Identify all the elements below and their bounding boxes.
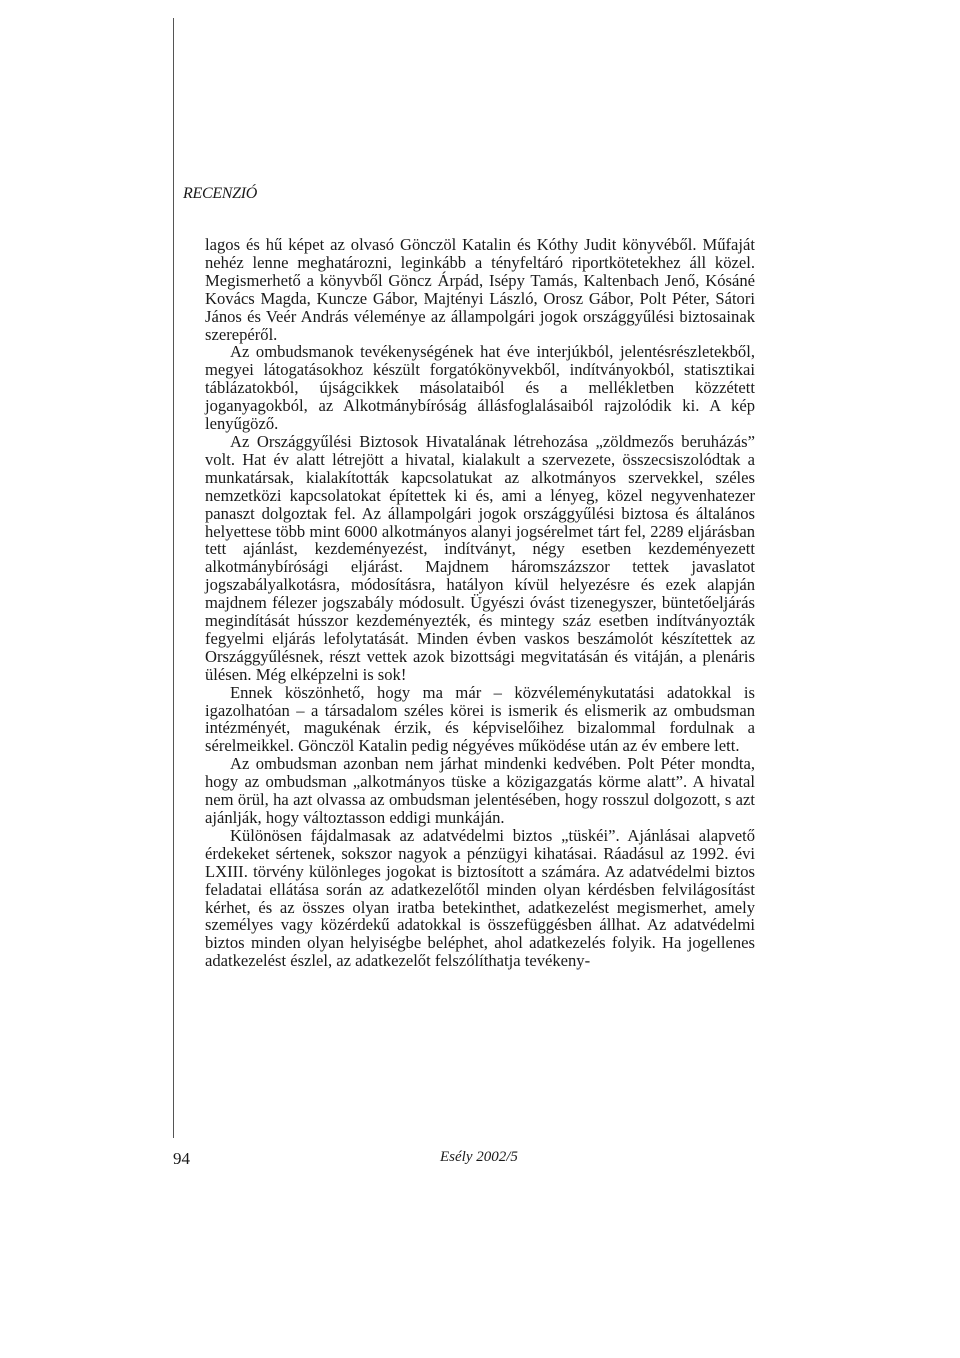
paragraph: Az ombudsmanok tevékenységének hat éve interjúkból, jelentésrészletekből, megyei látogatásokhoz készült forgatókönyvekből, indítványokból, statisztikai táblázatokból, újságcikkek másolataiból és a mellékletben közzétett joganyagokból, az Alkotmánybíróság állásfoglalásaiból rajzolódik ki. A kép lenyűgöző. [205,342,755,434]
page-number: 94 [173,1149,190,1168]
article-body [205,236,755,970]
section-header: RECENZIÓ [183,185,258,202]
margin-rule [173,18,174,1138]
paragraph: Az Országgyűlési Biztosok Hivatalának létrehozása „zöldmezős beruházás” volt. Hat év alatt létrejött a hivatal, kialakult a szervezete, összecsiszolódtak a munkatársak, kialakították kapcsolatukat az alkotmányos szervekkel, széles nemzetközi kapcsolatokat építettek ki és, ami a lényeg, közel negyvenhatezer panaszt dolgoztak fel. Az állampolgári jogok országgyűlési biztosa és általános helyettese több mint 6000 alkotmányos alanyi jogsérelmet tárt fel, 2289 eljárásban tett ajánlást, kezdeményezést, indítványt, négy esetben kezdeményezett alkotmánybírósági eljárást. Majdnem háromszázszor tettek javaslatot jogszabályalkotásra, módosításra, hatályon kívül helyezésre és ezek alapján majdnem félezer jogszabály módosult. Ügyészi óvást tizenegyszer, büntetőeljárás megindítását hússzor kezdeményezték, és mintegy száz esetben indítványozták fegyelmi eljárás lefolytatását. Minden évben vaskos beszámolót készítettek az Országgyűlésnek, részt vettek azok bizottsági megvitatásán és vitáján, a plenáris ülésen. Még elképzelni is sok! [205,431,755,684]
paragraph: Az ombudsman azonban nem járhat mindenki kedvében. Polt Péter mondta, hogy az ombudsman „alkotmányos tüske a közigazgatás körme alatt”. A hivatal nem örül, ha azt olvassa az ombudsman jelentésében, hogy rosszul dolgozott, s azt ajánlják, hogy változtasson eddigi munkáján. [205,754,755,827]
paragraph: Ennek köszönhető, hogy ma már – közvéleménykutatási adatokkal is igazolhatóan – a társadalom széles körei is ismerik és elismerik az ombudsman intézményét, magukénak érzik, és képviselőihez bizalommal fordulnak a sérelmeikkel. Gönczöl Katalin pedig négyéves működése után az év embere lett. [205,682,755,756]
paragraph: lagos és hű képet az olvasó Gönczöl Katalin és Kóthy Judit könyvéből. Műfaját nehéz lenne meghatározni, leginkább a tényfeltáró riportkötetekhez áll közel. Megismerhető a könyvből Göncz Árpád, Isépy Tamás, Kaltenbach Jenő, Kósáné Kovács Magda, Kuncze Gábor, Majtényi László, Orosz Gábor, Polt Péter, Sátori János és Veér András véleménye az állampolgári jogok országgyűlési biztosainak szerepéről. [205,235,755,344]
journal-issue: Esély 2002/5 [440,1149,518,1165]
paragraph: Különösen fájdalmasak az adatvédelmi biztos „tüskéi”. Ajánlásai alapvető érdekeket sértenek, sokszor nagyok a pénzügyi kihatásai. Ráadásul az 1992. évi LXIII. törvény különleges jogokat is biztosított a számára. Az adatvédelmi biztos feladatai ellátása során az adatkezelőtől minden olyan kérdésben felvilágosítást kérhet, és az összes olyan iratba betekinthet, adatkezelést megismerhet, amely személyes vagy közérdekű adatokkal is összefüggésben állhat. Az adatvédelmi biztos minden olyan helyiségbe beléphet, ahol adatkezelés folyik. Ha jogellenes adatkezelést észlel, az adatkezelőt felszólíthatja tevékeny- [205,825,755,971]
